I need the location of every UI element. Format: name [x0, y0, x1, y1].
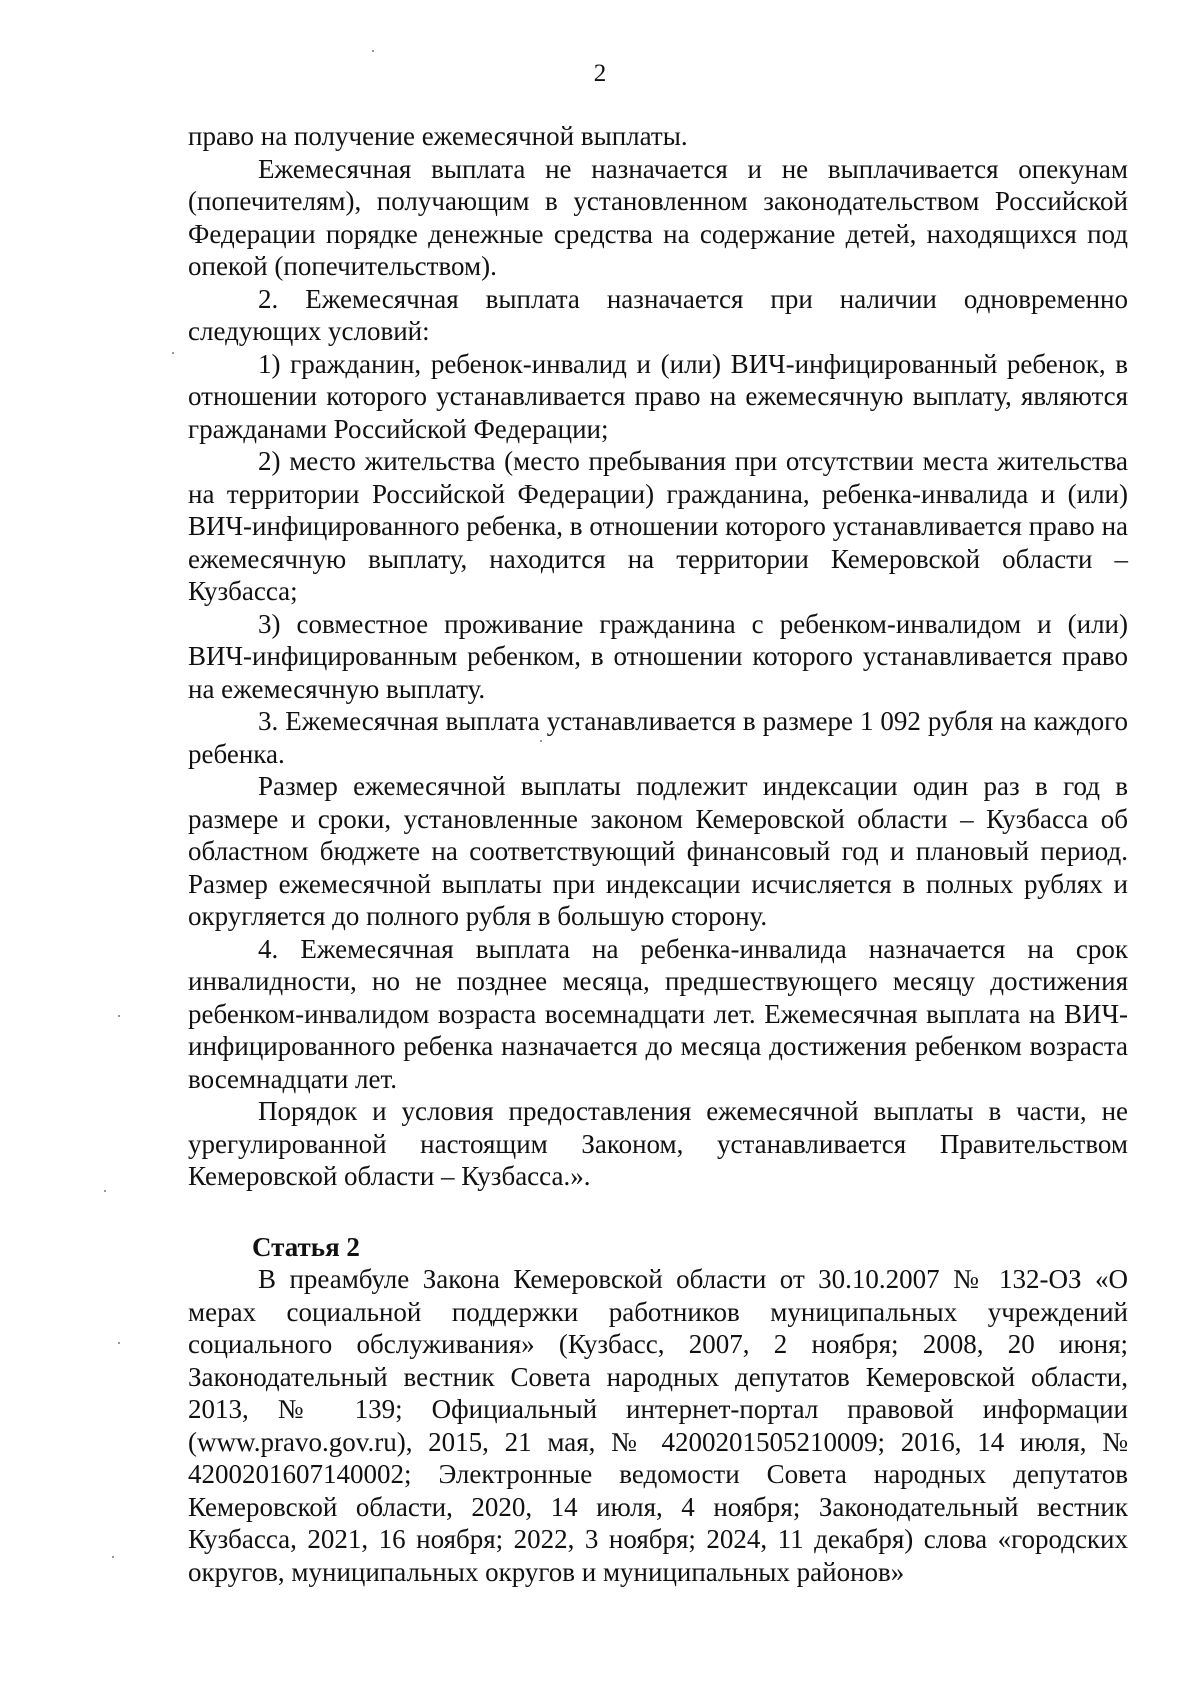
paragraph: 3) совместное проживание гражданина с ребенком-инвалидом и (или) ВИЧ-инфицированным ребенком, в отношении которого устанавливается право на ежемесячную выплату. — [188, 608, 1128, 704]
page-number: 2 — [593, 60, 607, 87]
paragraph: Размер ежемесячной выплаты подлежит индексации один раз в год в размере и сроки, установленные законом Кемеровской области – Кузбасса об областном бюджете на соответствующий финансовый год и плановый период. Размер ежемесячной выплаты при индексации исчисляется в полных рублях и округляется до полного рубля в большую сторону. — [188, 771, 1128, 931]
paragraph: 2. Ежемесячная выплата назначается при наличии одновременно следующих условий: — [188, 283, 1128, 346]
paragraph: 1) гражданин, ребенок-инвалид и (или) ВИЧ-инфицированный ребенок, в отношении которого устанавливается право на ежемесячную выплату, являются гражданами Российской Федерации; — [188, 348, 1128, 444]
document-body — [188, 120, 1128, 1588]
paragraph: Ежемесячная выплата не назначается и не выплачивается опекунам (попечителям), получающим в установленном законодательством Российской Федерации порядке денежные средства на содержание детей, находящихся под опекой (попечительством). — [188, 153, 1128, 281]
paragraph: 3. Ежемесячная выплата устанавливается в размере 1 092 рубля на каждого ребенка. — [188, 706, 1128, 769]
paragraph: Порядок и условия предоставления ежемесячной выплаты в части, не урегулированной настоящим Законом, устанавливается Правительством Кемеровской области – Кузбасса.». — [188, 1096, 1128, 1191]
article-heading: Статья 2 — [252, 1231, 360, 1262]
paragraph: право на получение ежемесячной выплаты. — [188, 121, 688, 151]
paragraph: 4. Ежемесячная выплата на ребенка-инвалида назначается на срок инвалидности, но не позднее месяца, предшествующего месяцу достижения ребенком-инвалидом возраста восемнадцати лет. Ежемесячная выплата на ВИЧ-инфицированного ребенка назначается до месяца достижения ребенком возраста восемнадцати лет. — [188, 933, 1128, 1094]
article-paragraph: В преамбуле Закона Кемеровской области от 30.10.2007 № 132-ОЗ «О мерах социальной поддержки работников муниципальных учреждений социального обслуживания» (Кузбасс, 2007, 2 ноября; 2008, 20 июня; Законодательный вестник Совета народных депутатов Кемеровской области, 2013, № 139; Официальный интернет-портал правовой информации (www.pravo.gov.ru), 2015, 21 мая, № 4200201505210009; 2016, 14 июля, № 4200201607140002; Электронные ведомости Совета народных депутатов Кемеровской области, 2020, 14 июля, 4 ноября; Законодательный вестник Кузбасса, 2021, 16 ноября; 2022, 3 ноября; 2024, 11 декабря) слова «городских округов, муниципальных округов и муниципальных районов» — [188, 1264, 1128, 1587]
paragraph: 2) место жительства (место пребывания при отсутствии места жительства на территории Российской Федерации) гражданина, ребенка-инвалида и (или) ВИЧ-инфицированного ребенка, в отношении которого устанавливается право на ежемесячную выплату, находится на территории Кемеровской области – Кузбасса; — [188, 446, 1128, 606]
